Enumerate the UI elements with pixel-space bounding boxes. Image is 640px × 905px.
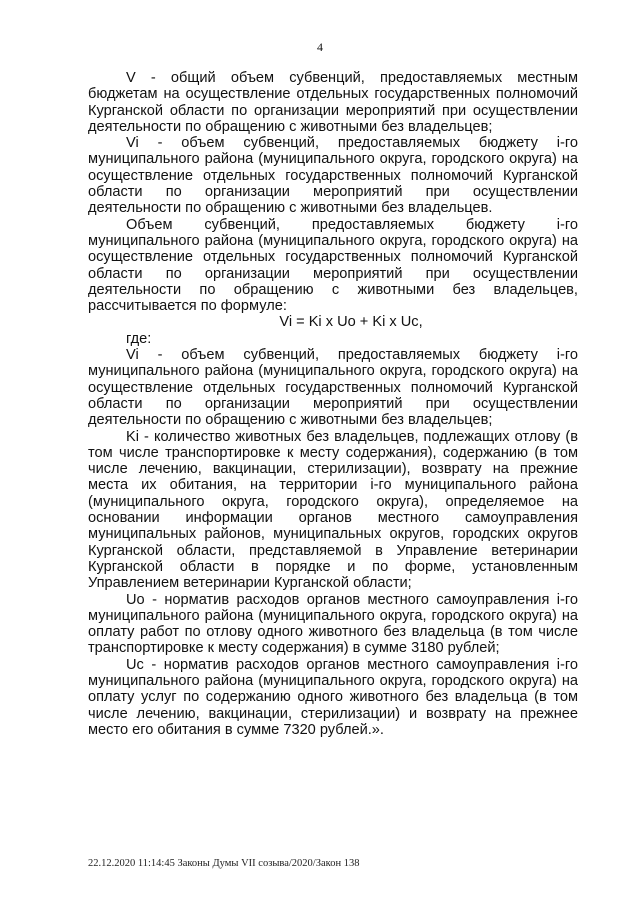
paragraph-vi-definition: Vi - объем субвенций, предоставляемых бюджету i-го муниципального района (муниципального округа, городского округа) на осуществление отдельных государственных полномочий Курганской области по организации мероприятий при осуществлении деятельности по обращению с животными без владельцев.	[88, 135, 578, 217]
definition-uo: Uo - норматив расходов органов местного самоуправления i-го муниципального района (муниципального округа, городского округа) на оплату работ по отлову одного животного без владельца (в том числе транспортировке к месту содержания) в сумме 3180 рублей;	[88, 591, 578, 657]
paragraph-formula-intro: Объем субвенций, предоставляемых бюджету i-го муниципального района (муниципального округа, городского округа) на осуществление отдельных государственных полномочий Курганской области по организации мероприятий при осуществлении деятельности по обращению с животными без владельцев, рассчитывается по формуле:	[88, 216, 578, 315]
paragraph-v-definition: V - общий объем субвенций, предоставляемых местным бюджетам на осуществление отдельных государственных полномочий Курганской области по организации мероприятий при осуществлении деятельности по обращению с животными без владельцев;	[88, 70, 578, 135]
document-body	[88, 70, 578, 738]
definition-vi: Vi - объем субвенций, предоставляемых бюджету i-го муниципального района (муниципального округа, городского округа) на осуществление отдельных государственных полномочий Курганской области по организации мероприятий при осуществлении деятельности по обращению с животными без владельцев;	[88, 347, 578, 429]
definition-uc: Uc - норматив расходов органов местного самоуправления i-го муниципального района (муниципального округа, городского округа) на оплату услуг по содержанию одного животного без владельца (в том числе лечению, вакцинации, стерилизации) и возврату на прежнее место его обитания в сумме 7320 рублей.».	[88, 656, 578, 738]
where-label: где:	[126, 330, 152, 347]
footer-stamp: 22.12.2020 11:14:45 Законы Думы VII созыва/2020/Закон 138	[88, 858, 360, 869]
page-number: 4	[317, 40, 323, 54]
formula: Vi = Ki x Uo + Ki x Uc,	[279, 314, 423, 331]
definition-ki: Ki - количество животных без владельцев, подлежащих отлову (в том числе транспортировке к месту содержания), содержанию (в том числе лечению, вакцинации, стерилизации), возврату на прежние места их обитания, на территории i-го муниципального района (муниципального округа, городского округа), определяемое на основании информации органов местного самоуправления муниципальных районов, муниципальных округов, городских округов Курганской области, представляемой в Управление ветеринарии Курганской области в порядке и по форме, установленным Управлением ветеринарии Курганской области;	[88, 428, 578, 592]
